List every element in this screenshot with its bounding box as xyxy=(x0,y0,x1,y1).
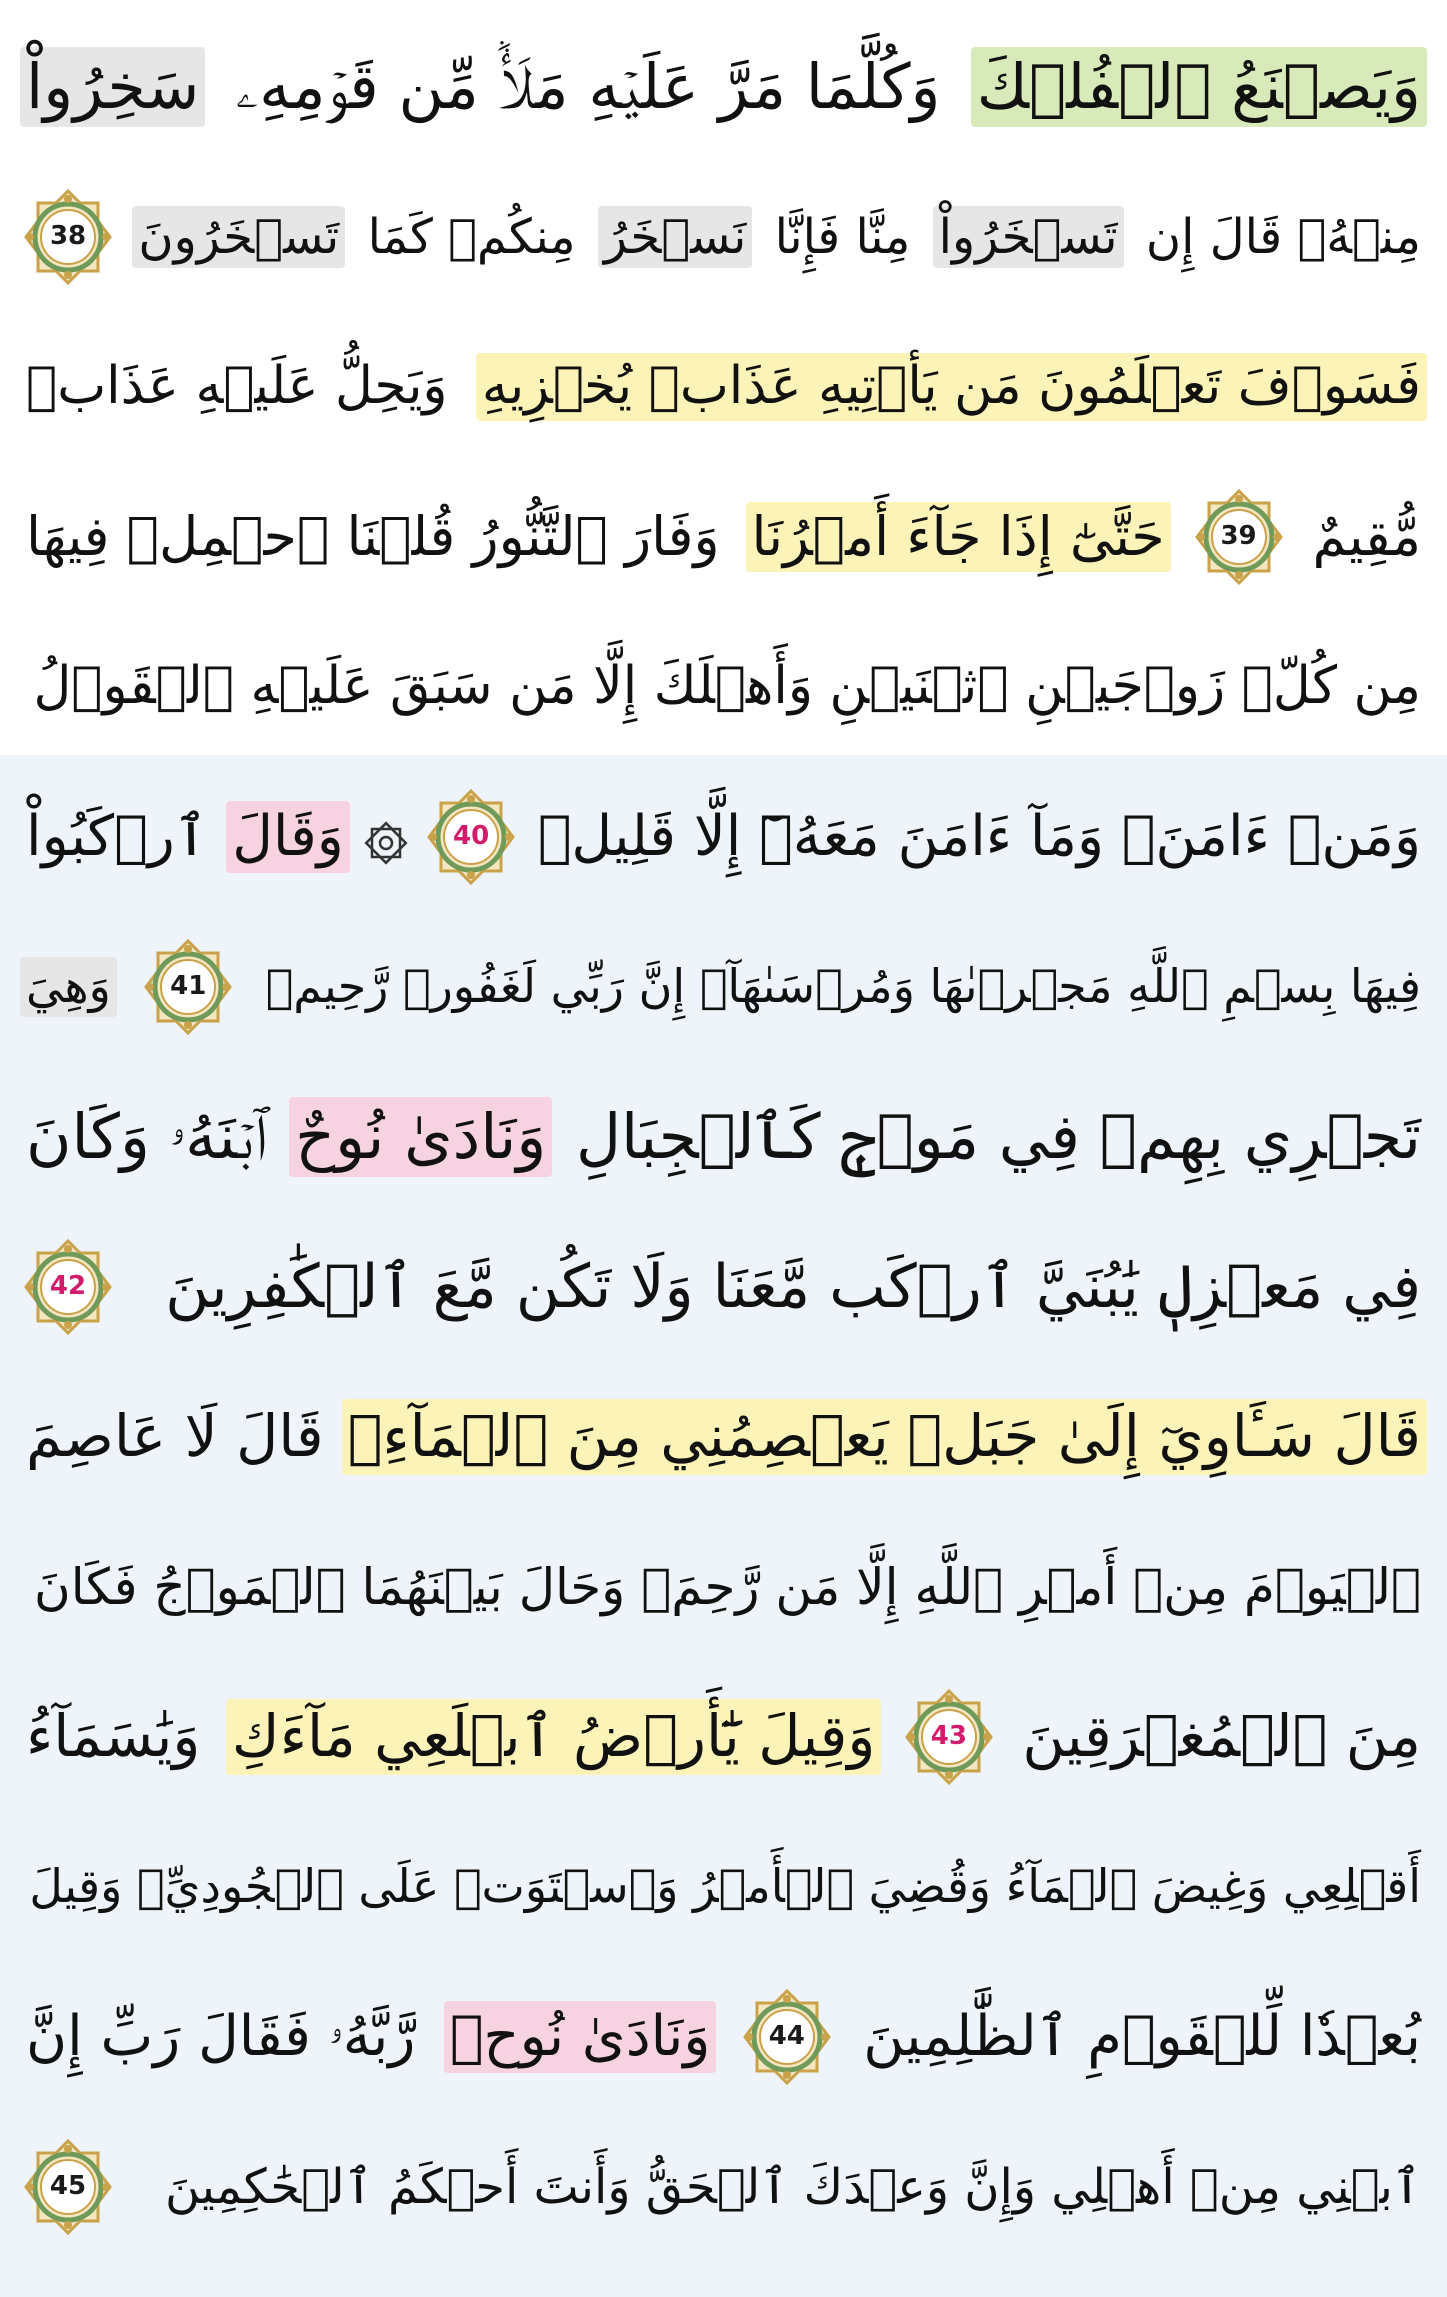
ayah-end-icon xyxy=(140,939,236,1035)
highlighted-verse-text: وَنَادَىٰ نُوحٌ xyxy=(289,1097,552,1178)
verse-line xyxy=(20,1962,1427,2112)
verse-line xyxy=(20,1662,1427,1812)
verse-line xyxy=(20,2112,1427,2262)
ayah-end-icon xyxy=(20,1239,116,1335)
ayah-end-icon xyxy=(20,2139,116,2235)
verse-text: مِنَ ٱلۡمُغۡرَقِينَ xyxy=(1022,1702,1421,1771)
verse-number: 39 xyxy=(1220,521,1257,552)
highlighted-verse-text: نَسۡخَرُ xyxy=(598,206,752,268)
verse-text: مِنكُمۡ كَمَا xyxy=(367,208,576,265)
verse-text: وَيَٰسَمَآءُ xyxy=(26,1702,201,1771)
verse-line xyxy=(20,912,1427,1062)
verse-number: 42 xyxy=(49,1271,87,1302)
highlighted-verse-text: سَخِرُواْ xyxy=(20,47,205,128)
verse-text: ٱرۡكَبُواْ xyxy=(26,803,208,869)
verse-number: 43 xyxy=(930,1721,967,1752)
highlighted-verse-text: وَهِيَ xyxy=(20,957,117,1017)
verse-line xyxy=(20,312,1427,462)
ayah-end-icon xyxy=(739,1989,835,2085)
verse-text: وَمَنۡ ءَامَنَۚ وَمَآ ءَامَنَ مَعَهُۥٓ إِلَّا قَلِيلٞ xyxy=(537,803,1421,869)
verse-text: مِنَّا فَإِنَّا xyxy=(774,208,911,265)
ayah-end-icon xyxy=(1191,489,1287,585)
verse-line xyxy=(20,12,1427,162)
highlighted-verse-text: حَتَّىٰٓ إِذَا جَآءَ أَمۡرُنَا xyxy=(746,502,1171,572)
highlighted-verse-text: قَالَ سَـَٔاوِيٓ إِلَىٰ جَبَلٖ يَعۡصِمُنِي مِنَ ٱلۡمَآءِۚ xyxy=(342,1399,1427,1474)
highlighted-verse-text: وَقَالَ xyxy=(226,801,350,874)
verse-line xyxy=(20,1212,1427,1362)
verse-text: ٱلۡيَوۡمَ مِنۡ أَمۡرِ ٱللَّهِ إِلَّا مَن رَّحِمَۚ وَحَالَ بَيۡنَهُمَا ٱلۡمَوۡجُ فَكَانَ xyxy=(34,1557,1421,1616)
verse-line xyxy=(20,1362,1427,1512)
verse-line xyxy=(20,1812,1427,1962)
verse-text: فِي مَعۡزِلٖ يَٰبُنَيَّ ٱرۡكَب مَّعَنَا وَلَا تَكُن مَّعَ ٱلۡكَٰفِرِينَ xyxy=(165,1252,1421,1322)
highlighted-verse-text: وَنَادَىٰ نُوحٞ xyxy=(444,2001,717,2074)
highlighted-verse-text: وَيَصۡنَعُ ٱلۡفُلۡكَ xyxy=(971,47,1427,128)
verse-line xyxy=(20,762,1427,912)
verse-text: أَقۡلِعِي وَغِيضَ ٱلۡمَآءُ وَقُضِيَ ٱلۡأَمۡرُ وَٱسۡتَوَتۡ عَلَى ٱلۡجُودِيِّۖ وَقِيلَ xyxy=(29,1859,1421,1914)
rub-el-hizb-icon xyxy=(362,813,410,861)
verse-text: وَفَارَ ٱلتَّنُّورُ قُلۡنَا ٱحۡمِلۡ فِيهَا xyxy=(26,504,720,568)
highlighted-verse-text: وَقِيلَ يَٰٓأَرۡضُ ٱبۡلَعِي مَآءَكِ xyxy=(226,1699,882,1774)
verse-line xyxy=(20,1062,1427,1212)
verse-line xyxy=(20,612,1427,762)
verse-text: وَكُلَّمَا مَرَّ عَلَيۡهِ مَلَأٞ مِّن قَوۡمِهِۦ xyxy=(235,49,941,123)
highlighted-verse-text: تَسۡخَرُونَ xyxy=(132,206,345,268)
verse-text: مِنۡهُۚ قَالَ إِن xyxy=(1145,208,1421,265)
verse-text: وَيَحِلُّ عَلَيۡهِ عَذَابٞ xyxy=(26,356,448,417)
verse-text: ٱبۡنَهُۥ وَكَانَ xyxy=(26,1099,266,1173)
highlighted-verse-text: تَسۡخَرُواْ xyxy=(933,206,1124,268)
verse-line xyxy=(20,462,1427,612)
verse-text: قَالَ لَا عَاصِمَ xyxy=(26,1402,324,1471)
verse-number: 45 xyxy=(49,2171,87,2202)
verse-number: 44 xyxy=(768,2021,805,2052)
verse-text: تَجۡرِي بِهِمۡ فِي مَوۡجٖ كَٱلۡجِبَالِ xyxy=(575,1099,1421,1173)
ayah-end-icon xyxy=(901,1689,997,1785)
verse-text: ٱبۡنِي مِنۡ أَهۡلِي وَإِنَّ وَعۡدَكَ ٱلۡحَقُّ وَأَنتَ أَحۡكَمُ ٱلۡحَٰكِمِينَ xyxy=(164,2158,1421,2215)
verse-number: 38 xyxy=(49,221,87,252)
verse-text: مِن كُلّٖ زَوۡجَيۡنِ ٱثۡنَيۡنِ وَأَهۡلَكَ إِلَّا مَن سَبَقَ عَلَيۡهِ ٱلۡقَوۡلُ xyxy=(33,656,1421,717)
verse-number: 40 xyxy=(453,821,490,852)
verse-line xyxy=(20,162,1427,312)
verse-line xyxy=(20,1512,1427,1662)
ayah-end-icon xyxy=(423,789,519,885)
verse-text: رَّبَّهُۥ فَقَالَ رَبِّ إِنَّ xyxy=(26,2003,416,2069)
verse-text: فِيهَا بِسۡمِ ٱللَّهِ مَجۡرٜىٰهَا وَمُرۡسَىٰهَآۚ إِنَّ رَبِّي لَغَفُورٞ رَّحِيمٞ xyxy=(265,959,1421,1014)
highlighted-verse-text: فَسَوۡفَ تَعۡلَمُونَ مَن يَأۡتِيهِ عَذَابٞ يُخۡزِيهِ xyxy=(476,353,1427,421)
verse-text: مُّقِيمٌ xyxy=(1312,504,1421,568)
verse-text: بُعۡدٗا لِّلۡقَوۡمِ ٱلظَّٰلِمِينَ xyxy=(863,2003,1421,2069)
ayah-end-icon xyxy=(20,189,116,285)
verse-number: 41 xyxy=(170,971,207,1002)
